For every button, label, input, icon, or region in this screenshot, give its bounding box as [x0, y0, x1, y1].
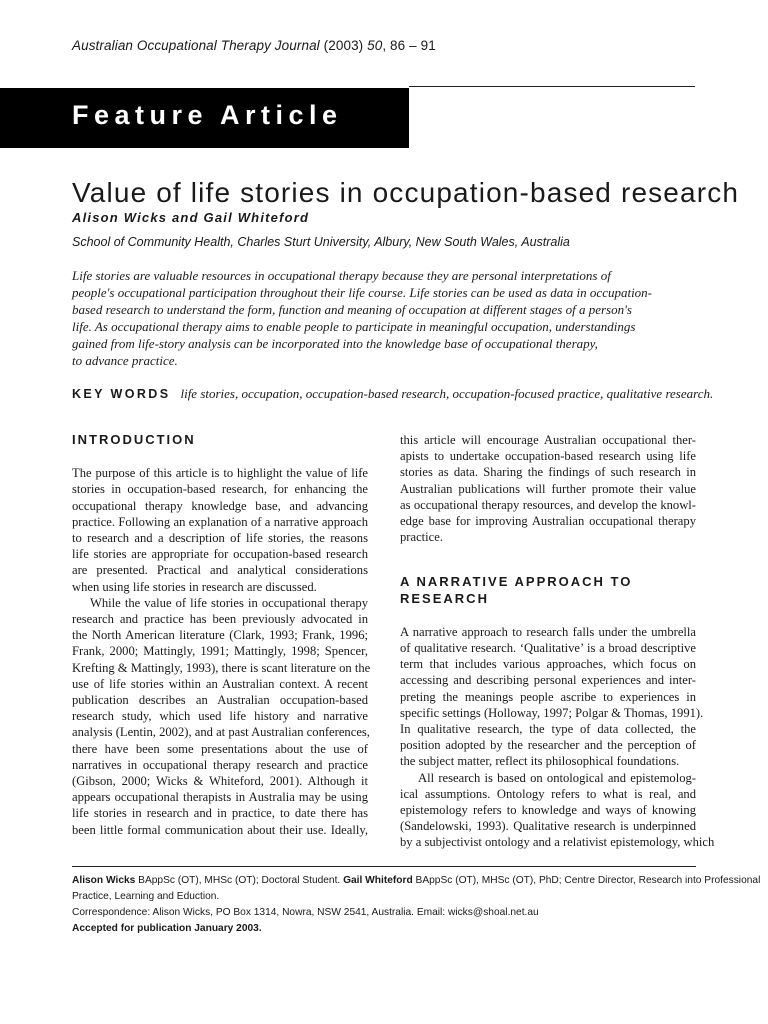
text-line: apists to undertake occupation-based research using life [400, 449, 696, 464]
text-line: publication describes an Australian occupation-based [72, 693, 368, 708]
text-line: to research and a description of life stories, the reasons [72, 531, 368, 546]
section-heading-introduction: INTRODUCTION [72, 432, 196, 447]
keywords [72, 385, 712, 403]
text-line: position adopted by the researcher and the perception of [400, 738, 696, 753]
text-line: accessing and describing personal experiences and inter- [400, 673, 696, 688]
text-line: practice. [400, 530, 443, 545]
footnote-line [72, 873, 761, 889]
footnote-correspondence: Correspondence: Alison Wicks, PO Box 1314, Nowra, NSW 2541, Australia. Email: wicks@shoal.net.au [72, 907, 539, 918]
footnote-rule [72, 866, 696, 867]
text-line: preting the meanings people ascribe to experiences in [400, 689, 696, 704]
text-line: life stories in research and in practice, to date there has [72, 806, 368, 821]
text-line: by a subjectivist ontology and a relativist epistemology, which [400, 835, 715, 850]
text-line: are presented. Practical and analytical considerations [72, 563, 368, 578]
header-rule [409, 86, 695, 87]
footnote-author-credentials: BAppSc (OT), MHSc (OT), PhD; Centre Director, Research into Professional [412, 875, 761, 886]
abstract-line: gained from life-story analysis can be incorporated into the knowledge base of occupational therapy, [72, 336, 598, 351]
footnote-author-credentials: BAppSc (OT), MHSc (OT); Doctoral Student. [135, 875, 344, 886]
right-column [400, 432, 715, 851]
text-line: specific settings (Holloway, 1997; Polgar & Thomas, 1991). [400, 705, 704, 720]
text-line: research and practice has been previously advocated in [72, 612, 368, 627]
text-line: narratives in occupational therapy research and practice [72, 757, 368, 772]
text-line: edge base for improving Australian occupational therapy [400, 514, 696, 529]
text-line: appears occupational therapists in Australia may be using [72, 790, 368, 805]
text-line: In qualitative research, the type of data collected, the [400, 722, 696, 737]
feature-label: Feature Article [72, 100, 343, 130]
text-line: epistemology refers to knowledge and ways of knowing [400, 803, 696, 818]
accepted-date: Accepted for publication January 2003. [72, 923, 262, 934]
text-line: the subject matter, reflect its philosophical foundations. [400, 754, 680, 769]
text-line: research study, which used life history and narrative [72, 709, 368, 724]
text-line: Australian publications will further promote their value [400, 481, 696, 496]
author-footnote [72, 873, 761, 937]
text-line: the North American literature (Clark, 1993; Frank, 1996; [72, 628, 368, 643]
text-line: (Sandelowski, 1993). Qualitative research is underpinned [400, 819, 696, 834]
text-line: All research is based on ontological and epistemolog- [418, 770, 696, 785]
text-line: analysis (Lentin, 2002), and at past Australian conferences, [72, 725, 370, 740]
keywords-text: life stories, occupation, occupation-based research, occupation-focused practice, qualitative research. [180, 386, 714, 401]
text-line: been little formal communication about their use. Ideally, [72, 822, 368, 837]
text-line: occupational therapy knowledge base, and advancing [72, 498, 368, 513]
text-line: A narrative approach to research falls under the umbrella [400, 624, 696, 639]
text-line: stories as data. Sharing the findings of such research in [400, 465, 696, 480]
article-title: Value of life stories in occupation-based research [72, 176, 740, 208]
text-line: (Gibson, 2000; Wicks & Whiteford, 2001). Although it [72, 774, 368, 789]
section-heading-narrative-approach: A NARRATIVE APPROACH TO RESEARCH [400, 574, 633, 606]
footnote-line: Practice, Learning and Eduction. [72, 891, 220, 902]
text-line: The purpose of this article is to highlight the value of life [72, 466, 368, 481]
text-line: ical assumptions. Ontology refers to what is real, and [400, 786, 696, 801]
text-line: Krefting & Mattingly, 1993), there is scant literature on the [72, 660, 371, 675]
text-line: use of life stories within an Australian context. A recent [72, 676, 368, 691]
paragraph [400, 624, 704, 770]
abstract-line: life. As occupational therapy aims to enable people to participate in meaningful occupation, understandings [72, 319, 636, 334]
text-line: practice. Following an explanation of a narrative approach [72, 514, 368, 529]
text-line: While the value of life stories in occupational therapy [90, 595, 368, 610]
abstract-line: based research to understand the form, function and meaning of occupation at different stages of a person's [72, 302, 632, 317]
journal-citation [72, 38, 436, 53]
paragraph [72, 595, 371, 838]
journal-volume: 50 [367, 38, 383, 53]
text-line: life stories are appropriate for occupation-based research [72, 547, 368, 562]
text-line: there have been some presentations about the use of [72, 741, 368, 756]
abstract-line: to advance practice. [72, 353, 178, 368]
article-authors: Alison Wicks and Gail Whiteford [72, 210, 310, 225]
journal-pages: , 86 – 91 [382, 38, 436, 53]
paragraph [400, 770, 715, 851]
footnote-author-name: Alison Wicks [72, 875, 136, 886]
text-line: stories in occupation-based research, for enhancing the [72, 482, 368, 497]
abstract [72, 267, 696, 369]
paragraph [400, 432, 696, 545]
journal-year: (2003) [323, 38, 364, 53]
footnote-author-name: Gail Whiteford [343, 875, 413, 886]
left-column [72, 432, 371, 838]
text-line: as occupational therapy resources, and develop the knowl- [400, 497, 696, 512]
footnote-accepted [72, 921, 712, 937]
text-line: Frank, 2000; Mattingly, 1991; Mattingly, 1998; Spencer, [72, 644, 368, 659]
abstract-line: people's occupational participation throughout their life course. Life stories can be used as data in occupation- [72, 285, 653, 300]
text-line: this article will encourage Australian occupational ther- [400, 433, 696, 447]
text-line: of qualitative research. ‘Qualitative’ is a broad descriptive [400, 641, 696, 656]
paragraph [72, 465, 368, 595]
text-line: when using life stories in research are discussed. [72, 579, 317, 594]
text-line: term that includes various approaches, which focus on [400, 657, 696, 672]
journal-name: Australian Occupational Therapy Journal [72, 38, 320, 53]
abstract-line: Life stories are valuable resources in occupational therapy because they are personal interpretations of [72, 268, 611, 283]
author-affiliation: School of Community Health, Charles Sturt University, Albury, New South Wales, Australia [72, 235, 570, 249]
keywords-label: KEY WORDS [72, 387, 171, 401]
